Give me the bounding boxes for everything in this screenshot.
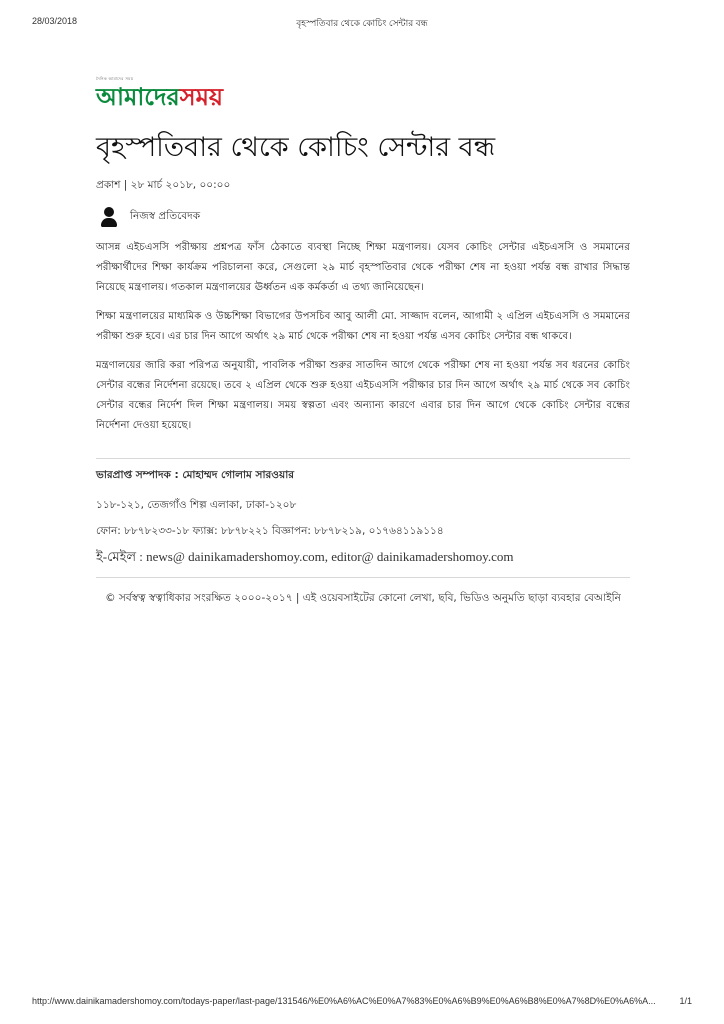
copyright-notice: © সর্বস্বত্ব স্বত্বাধিকার সংরক্ষিত ২০০০-২০১৭ | এই ওয়েবসাইটের কোনো লেখা, ছবি, ভিডিও অনুমতি ছাড়া ব্যবহার বেআইনি	[105, 592, 621, 604]
article-body	[96, 238, 630, 445]
article-headline: বৃহস্পতিবার থেকে কোচিং সেন্টার বন্ধ	[96, 132, 496, 163]
print-header	[32, 16, 692, 30]
editor-line: ভারপ্রাপ্ত সম্পাদক : মোহাম্মদ গোলাম সারওয়ার	[96, 469, 295, 481]
page-number: 1/1	[679, 996, 692, 1006]
publish-date: প্রকাশ | ২৮ মার্চ ২০১৮, ০০:০০	[96, 179, 231, 191]
logo-part-amader: আমাদের	[96, 83, 180, 111]
email-line[interactable]: ই-মেইল : news@ dainikamadershomoy.com, editor@ dainikamadershomoy.com	[96, 549, 514, 564]
author-name: নিজস্ব প্রতিবেদক	[130, 209, 201, 222]
page-url[interactable]: http://www.dainikamadershomoy.com/todays-paper/last-page/131546/%E0%A6%AC%E0%A7%83%E0%A6%B9%E0%A6%B8%E0%A7%8D%E0%A6%A...	[32, 996, 656, 1006]
article-paragraph: শিক্ষা মন্ত্রণালয়ের মাধ্যমিক ও উচ্চশিক্ষা বিভাগের উপসচিব আবু আলী মো. সাজ্জাদ বলেন, আগামী ২ এপ্রিল এইচএসসি ও সমমানের পরীক্ষা শুরু হবে। এর চার দিন আগে অর্থাৎ ২৯ মার্চ থেকে পরীক্ষা শেষ না হওয়া পর্যন্ত এসব কোচিং সেন্টার বন্ধ থাকবে।	[96, 311, 630, 342]
article-paragraph: মন্ত্রণালয়ের জারি করা পরিপত্র অনুযায়ী, পাবলিক পরীক্ষা শুরুর সাতদিন আগে থেকে পরীক্ষা শেষ না হওয়া পর্যন্ত সব ধরনের কোচিং সেন্টার বন্ধের নির্দেশনা রয়েছে। তবে ২ এপ্রিল থেকে শুরু হওয়া এইচএসসি পরীক্ষার চার দিন আগে অর্থাৎ ২৯ মার্চ থেকে সব কোচিং সেন্টার বন্ধের নির্দেশ দিল শিক্ষা মন্ত্রণালয়। সময় স্বল্পতা এবং অন্যান্য কারণে এবার চার দিন আগে থেকে কোচিং সেন্টার বন্ধের নির্দেশনা দেওয়া হয়েছে।	[96, 360, 630, 431]
logo-wordmark	[96, 82, 223, 112]
article-paragraph: আসন্ন এইচএসসি পরীক্ষায় প্রশ্নপত্র ফাঁস ঠেকাতে ব্যবস্থা নিচ্ছে শিক্ষা মন্ত্রণালয়। যেসব কোচিং সেন্টার এইচএসসি ও সমমানের পরীক্ষার্থীদের শিক্ষা কার্যক্রম পরিচালনা করে, সেগুলো ২৯ মার্চ বৃহস্পতিবার থেকে পরীক্ষা শেষ না হওয়া পর্যন্ত বন্ধ রাখার সিদ্ধান্ত নিয়েছে মন্ত্রণালয়। গতকাল মন্ত্রণালয়ের ঊর্ধ্বতন এক কর্মকর্তা এ তথ্য জানিয়েছেন।	[96, 242, 630, 293]
print-page-title: বৃহস্পতিবার থেকে কোচিং সেন্টার বন্ধ	[296, 18, 428, 28]
logo-tagline: দৈনিক আমাদের সময়	[96, 76, 134, 81]
address-line: ১১৮-১২১, তেজগাঁও শিল্প এলাকা, ঢাকা-১২০৮	[96, 499, 297, 511]
print-footer	[32, 996, 692, 1010]
user-icon	[100, 207, 118, 227]
author-byline	[100, 206, 200, 228]
print-date: 28/03/2018	[32, 16, 78, 26]
logo-part-shomoy: সময়	[179, 83, 224, 111]
copyright-divider	[96, 577, 630, 578]
site-logo[interactable]	[96, 76, 266, 114]
footer-divider	[96, 458, 630, 459]
phone-line: ফোন: ৮৮৭৮২৩৩-১৮ ফ্যাক্স: ৮৮৭৮২২১ বিজ্ঞাপন: ৮৮৭৮২১৯, ০১৭৬৪১১৯১১৪	[96, 525, 444, 537]
